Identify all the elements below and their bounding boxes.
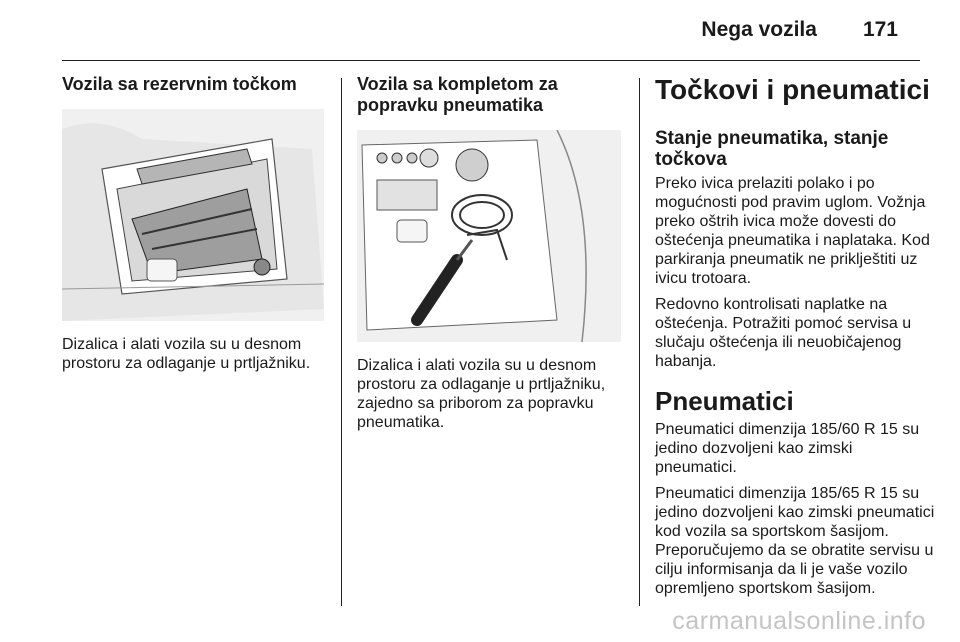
watermark: carmanualsonline.info — [672, 607, 926, 635]
sport-chassis-tyres-text: Pneumatici dimenzija 185/65 R 15 su jedino dozvoljeni kao zimski pneumatici kod vozila sa sportskom šasijom. Preporučujemo da se obratite servisu u cilju informisanja da li je vaše vozilo opremljeno sportskom šasijom. — [655, 485, 935, 597]
spare-wheel-caption: Dizalica i alati vozila su u desnom prostoru za odlaganje u prtljažniku. — [62, 336, 311, 372]
tyre-condition-text: Preko ivica prelaziti polako i po mogućnosti pod pravim uglom. Vožnja preko oštrih ivica može dovesti do oštećenja pneumatika i naplataka. Kod parkiranja pneumatik ne priklještiti uz ivicu trotoara. — [655, 175, 930, 287]
tyre-condition-heading: Stanje pneumatika, stanje točkova — [655, 128, 889, 170]
column-divider-2 — [639, 78, 640, 606]
trunk-jack-illustration — [62, 109, 324, 321]
header-divider — [62, 60, 920, 61]
page-header — [701, 18, 898, 42]
column-spare-wheel — [62, 74, 330, 373]
column-wheels-tyres — [655, 74, 935, 598]
wheels-tyres-heading: Točkovi i pneumatici — [655, 74, 930, 105]
spare-wheel-heading: Vozila sa rezervnim točkom — [62, 74, 297, 94]
winter-tyres-text: Pneumatici dimenzija 185/60 R 15 su jedino dozvoljeni kao zimski pneumatici. — [655, 421, 920, 476]
repair-kit-illustration — [357, 130, 621, 342]
repair-kit-heading: Vozila sa kompletom za popravku pneumatika — [357, 74, 558, 115]
column-divider-1 — [341, 78, 342, 606]
section-title: Nega vozila — [701, 18, 817, 41]
wheel-check-text: Redovno kontrolisati naplatke na oštećenja. Potražiti pomoć servisa u slučaju oštećenja ili neuobičajenog habanja. — [655, 296, 912, 370]
repair-kit-caption: Dizalica i alati vozila su u desnom prostoru za odlaganje u prtljažniku, zajedno sa priborom za popravku pneumatika. — [357, 357, 606, 431]
column-repair-kit — [357, 74, 627, 432]
tyres-heading: Pneumatici — [655, 386, 794, 416]
page-number: 171 — [862, 18, 898, 41]
